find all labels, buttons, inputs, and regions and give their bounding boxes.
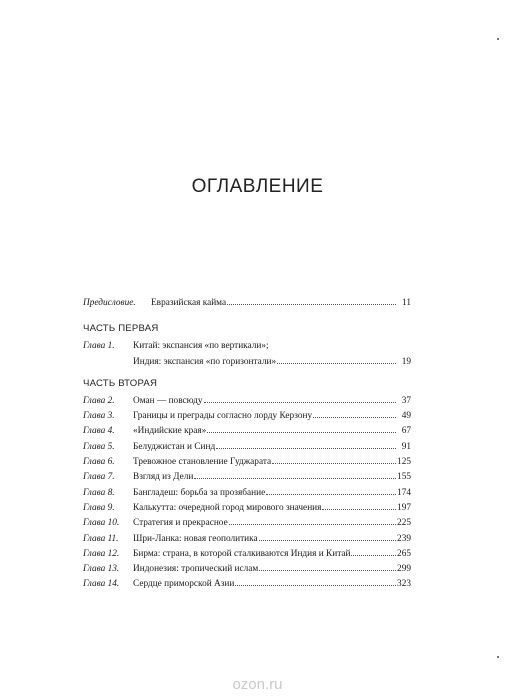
page-number: 299 [397,564,411,575]
chapter-title: Тревожное становление Гуджарата [133,457,272,468]
toc-entry-chapter[interactable] [83,394,411,409]
chapter-label: Глава 13. [83,564,120,575]
chapter-title: Сердце приморской Азии [133,579,235,590]
page-number: 67 [401,426,411,437]
page-number: 323 [397,579,411,590]
chapter-label: Глава 7. [83,472,115,483]
chapter-label: Глава 4. [83,426,115,437]
toc-entry-chapter[interactable] [83,516,411,531]
chapter-label: Глава 3. [83,411,115,422]
toc-entry-chapter[interactable] [83,501,411,516]
chapter-title: Индонезия: тропический ислам [133,564,259,575]
chapter-label: Глава 9. [83,502,115,513]
chapter-label: Глава 2. [83,395,115,406]
page-number: 19 [401,356,411,367]
page-number: 91 [401,441,411,452]
page-number: 155 [397,472,411,483]
toc-entry-chapter[interactable] [83,455,411,470]
dot-leader [194,478,396,479]
dot-leader [272,463,396,464]
dot-leader [351,555,396,556]
page-number: 239 [397,533,411,544]
chapter-title: Взгляд из Дели [133,472,194,483]
chapter-title: Границы и преграды согласно лорду Керзону [133,411,313,422]
table-of-contents [83,296,411,593]
dot-leader [207,432,396,433]
chapter-title: Шри-Ланка: новая геополитика [133,533,258,544]
chapter-label: Глава 14. [83,579,120,590]
chapter-label: Глава 1. [83,341,115,352]
chapter-title: Калькутта: очередной город мирового значения [133,502,322,513]
preface-text: Евразийская кайма [151,298,227,308]
corner-mark-bottom [497,656,499,658]
chapter-label: Глава 6. [83,457,115,468]
toc-entry-chapter[interactable] [83,409,411,424]
toc-entry-chapter[interactable] [83,440,411,455]
chapter-title: «Индийские края» [133,426,207,437]
dot-leader [266,494,396,495]
toc-entry-chapter-1[interactable] [83,339,411,354]
dot-leader [227,304,396,305]
chapter-title: Бангладеш: борьба за прозябание [133,487,266,498]
toc-entry-chapter[interactable] [83,577,411,592]
chapter-label: Глава 10. [83,518,120,529]
chapter-title: Оман — повсюду [133,395,203,406]
toc-entry-chapter-1-cont[interactable] [83,355,411,370]
part-one-heading: ЧАСТЬ ПЕРВАЯ [83,323,159,335]
page-title: ОГЛАВЛЕНИЕ [191,176,324,197]
page-number: 225 [397,518,411,529]
dot-leader [322,509,396,510]
dot-leader [204,402,396,403]
chapter-title: Бирма: страна, в которой сталкиваются Индия и Китай [133,548,351,559]
dot-leader [259,540,396,541]
dot-leader [235,585,396,586]
toc-entry-chapter[interactable] [83,470,411,485]
page-number: 125 [397,457,411,468]
dot-leader [277,363,396,364]
page-number: 49 [401,411,411,422]
preface-label: Предисловие. [83,298,136,308]
dot-leader [229,524,396,525]
chapter-label: Глава 12. [83,548,120,559]
corner-mark-top [497,38,499,40]
page-number: 174 [397,487,411,498]
part-two-chapters [83,394,411,593]
chapter-label: Глава 8. [83,487,115,498]
toc-entry-chapter[interactable] [83,532,411,547]
chapter-title: Белуджистан и Синд [133,441,216,452]
toc-entry-chapter[interactable] [83,547,411,562]
dot-leader [259,570,396,571]
watermark: ozon.ru [232,676,283,693]
toc-entry-chapter[interactable] [83,486,411,501]
chapter-title: Стратегия и прекрасное [133,518,228,529]
page-number: 37 [401,395,411,406]
toc-entry-chapter[interactable] [83,424,411,439]
toc-entry-chapter[interactable] [83,562,411,577]
page-number: 197 [397,502,411,513]
part-two-heading: ЧАСТЬ ВТОРАЯ [83,377,158,389]
dot-leader [313,417,396,418]
page-number: 265 [397,548,411,559]
page-number: 11 [402,298,411,308]
chapter-title-line-1: Китай: экспансия «по вертикали»; [133,341,269,352]
dot-leader [216,448,396,449]
chapter-title-line-2: Индия: экспансия «по горизонтали» [133,356,277,367]
chapter-label: Глава 5. [83,441,115,452]
chapter-label: Глава 11. [83,533,119,544]
toc-entry-preface[interactable] [83,296,411,311]
